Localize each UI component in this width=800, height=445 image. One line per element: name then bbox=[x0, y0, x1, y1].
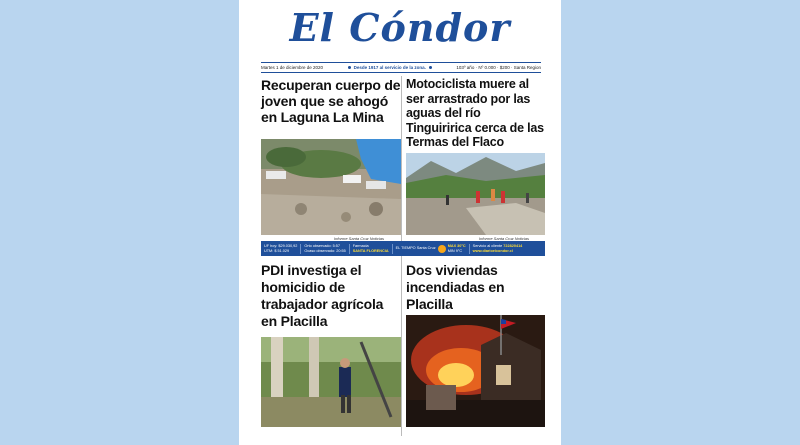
headline-laguna-la-mina[interactable]: Recuperan cuerpo de joven que se ahogó en Laguna La Mina bbox=[261, 77, 401, 125]
newspaper-front-page bbox=[239, 0, 561, 445]
lagoon-photo-icon bbox=[261, 139, 401, 235]
info-bar bbox=[261, 62, 541, 73]
photo-rio-tinguiririca[interactable] bbox=[406, 153, 545, 235]
info-ticker bbox=[261, 241, 545, 256]
ticker-currency bbox=[261, 244, 301, 254]
phone-label: Servicio al cliente bbox=[472, 243, 503, 248]
headline-motociclista-tinguiririca[interactable]: Motociclista muere al ser arrastrado por las aguas del río Tinguiririca cerca de las Termas del Flaco bbox=[406, 77, 544, 149]
ticker-pharmacy bbox=[350, 244, 393, 254]
masthead-title: El Cóndor bbox=[289, 5, 511, 50]
photo-credit-1: Informe Santa Cruz Noticias bbox=[334, 236, 385, 241]
column-divider bbox=[401, 76, 402, 436]
max-temp: MAX 30°C bbox=[447, 243, 466, 248]
bullet-icon bbox=[429, 66, 432, 69]
investigation-photo-icon bbox=[261, 337, 401, 427]
headline-viviendas-incendiadas[interactable]: Dos viviendas incendiadas en Placilla bbox=[406, 262, 505, 312]
website-link[interactable]: www.diarioelcondor.cl bbox=[472, 248, 513, 253]
utm-value: UTM: $ 51.029 bbox=[264, 248, 290, 253]
sunrise-value: Orto observado: 5:57 bbox=[304, 243, 341, 248]
sunset-value: Ocaso observado: 20:55 bbox=[304, 248, 346, 253]
fire-photo-icon bbox=[406, 315, 545, 427]
ticker-weather bbox=[393, 244, 470, 254]
edition-info: 103º año · Nº 0.000 · $200 · Santa Region bbox=[456, 65, 541, 70]
ticker-sun bbox=[301, 244, 349, 254]
photo-pdi-placilla[interactable] bbox=[261, 337, 401, 427]
tagline: Desde 1917 al servicio de la zona. bbox=[353, 65, 426, 70]
pharmacy-label: Farmacia bbox=[352, 243, 369, 248]
photo-credit-2: Informe Santa Cruz Noticias bbox=[479, 236, 530, 241]
min-temp: MIN 9°C bbox=[447, 248, 463, 253]
photo-laguna-la-mina[interactable] bbox=[261, 139, 401, 235]
photo-incendio-placilla[interactable] bbox=[406, 315, 545, 427]
weather-place: EL TIEMPO Santa Cruz bbox=[395, 246, 436, 250]
pharmacy-name: SANTA FLORENCIA bbox=[352, 248, 389, 253]
sun-icon bbox=[438, 245, 446, 253]
headline-pdi-homicidio[interactable]: PDI investiga el homicidio de trabajador agrícola en Placilla bbox=[261, 262, 384, 329]
phone-number: 722820414 bbox=[503, 243, 523, 248]
ticker-contact bbox=[470, 244, 526, 254]
issue-date: Martes 1 de diciembre de 2020 bbox=[261, 65, 324, 70]
uf-value: UF hoy: $29.030,92 bbox=[264, 243, 298, 248]
river-rescue-photo-icon bbox=[406, 153, 545, 235]
bullet-icon bbox=[348, 66, 351, 69]
